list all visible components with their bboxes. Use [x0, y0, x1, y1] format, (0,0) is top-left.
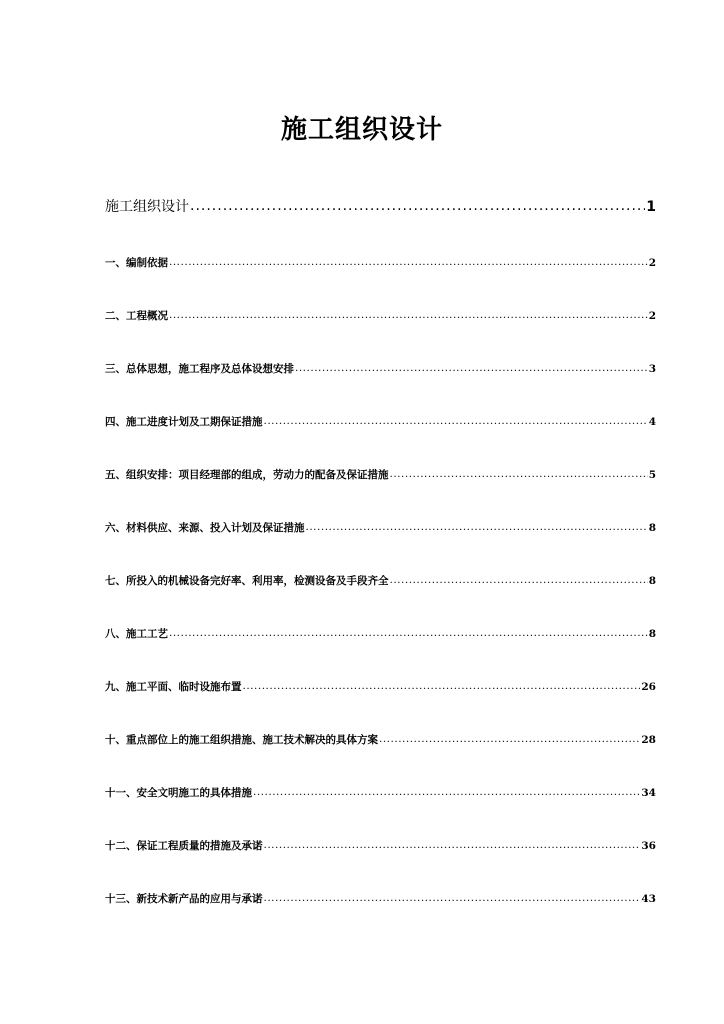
toc-entry-13[interactable]	[105, 891, 656, 909]
toc-entry-text: 二、工程概况	[105, 310, 168, 322]
toc-entry-page: 36	[641, 840, 656, 852]
toc-entry-10[interactable]	[105, 732, 656, 750]
toc-leader-dots	[264, 839, 641, 851]
toc-leader-dots	[264, 415, 648, 427]
toc-entry-3[interactable]	[105, 361, 656, 379]
toc-leader-dots	[379, 733, 640, 745]
toc-entry-text: 十三、新技术新产品的应用与承诺	[105, 893, 263, 905]
toc-entry-1[interactable]	[105, 255, 656, 273]
toc-leader-dots	[295, 362, 648, 374]
toc-leader-dots	[243, 680, 641, 692]
toc-entry-8[interactable]	[105, 626, 656, 644]
toc-entry-text: 五、组织安排：项目经理部的组成，劳动力的配备及保证措施	[105, 469, 389, 481]
toc-leader-dots	[390, 468, 648, 480]
toc-entry-page: 5	[648, 469, 656, 481]
toc-entry-text: 十二、保证工程质量的措施及承诺	[105, 840, 263, 852]
toc-entry-4[interactable]	[105, 414, 656, 432]
toc-entry-page: 8	[648, 628, 656, 640]
toc-entry-text: 七、所投入的机械设备完好率、利用率，检测设备及手段齐全	[105, 575, 389, 587]
toc-entry-page: 43	[641, 893, 656, 905]
toc-leader-dots	[264, 892, 641, 904]
toc-entry-page: 34	[641, 787, 656, 799]
toc-entry-page: 3	[648, 363, 656, 375]
toc-leader-dots	[169, 627, 648, 639]
toc-entry-text: 八、施工工艺	[105, 628, 168, 640]
toc-entry-text: 六、材料供应、来源、投入计划及保证措施	[105, 522, 305, 534]
toc-entry-main[interactable]	[105, 196, 656, 220]
toc-entry-text: 一、编制依据	[105, 257, 168, 269]
toc-entry-page: 4	[648, 416, 656, 428]
toc-entry-page: 2	[648, 310, 656, 322]
toc-leader-dots	[306, 521, 648, 533]
toc-entry-text: 九、施工平面、临时设施布置	[105, 681, 242, 693]
toc-entry-6[interactable]	[105, 520, 656, 538]
toc-leader-dots	[253, 786, 640, 798]
toc-leader-dots	[390, 574, 648, 586]
toc-entry-9[interactable]	[105, 679, 656, 697]
toc-entry-page: 8	[648, 575, 656, 587]
toc-entry-text: 三、总体思想，施工程序及总体设想安排	[105, 363, 294, 375]
toc-entry-2[interactable]	[105, 308, 656, 326]
toc-entry-12[interactable]	[105, 838, 656, 856]
toc-entry-page: 8	[648, 522, 656, 534]
toc-leader-dots	[169, 256, 648, 268]
toc-entry-page: 1	[646, 199, 656, 215]
toc-leader-dots	[190, 198, 645, 214]
page-title: 施工组织设计	[280, 115, 443, 145]
toc-entry-page: 26	[641, 681, 656, 693]
toc-entry-text: 施工组织设计	[105, 199, 189, 215]
toc-leader-dots	[169, 309, 648, 321]
toc-entry-text: 十、重点部位上的施工组织措施、施工技术解决的具体方案	[105, 734, 378, 746]
toc-entry-5[interactable]	[105, 467, 656, 485]
toc-entry-page: 2	[648, 257, 656, 269]
toc-entry-text: 十一、安全文明施工的具体措施	[105, 787, 252, 799]
toc-entry-7[interactable]	[105, 573, 656, 591]
toc-entry-text: 四、施工进度计划及工期保证措施	[105, 416, 263, 428]
toc-entry-11[interactable]	[105, 785, 656, 803]
toc-entry-page: 28	[641, 734, 656, 746]
